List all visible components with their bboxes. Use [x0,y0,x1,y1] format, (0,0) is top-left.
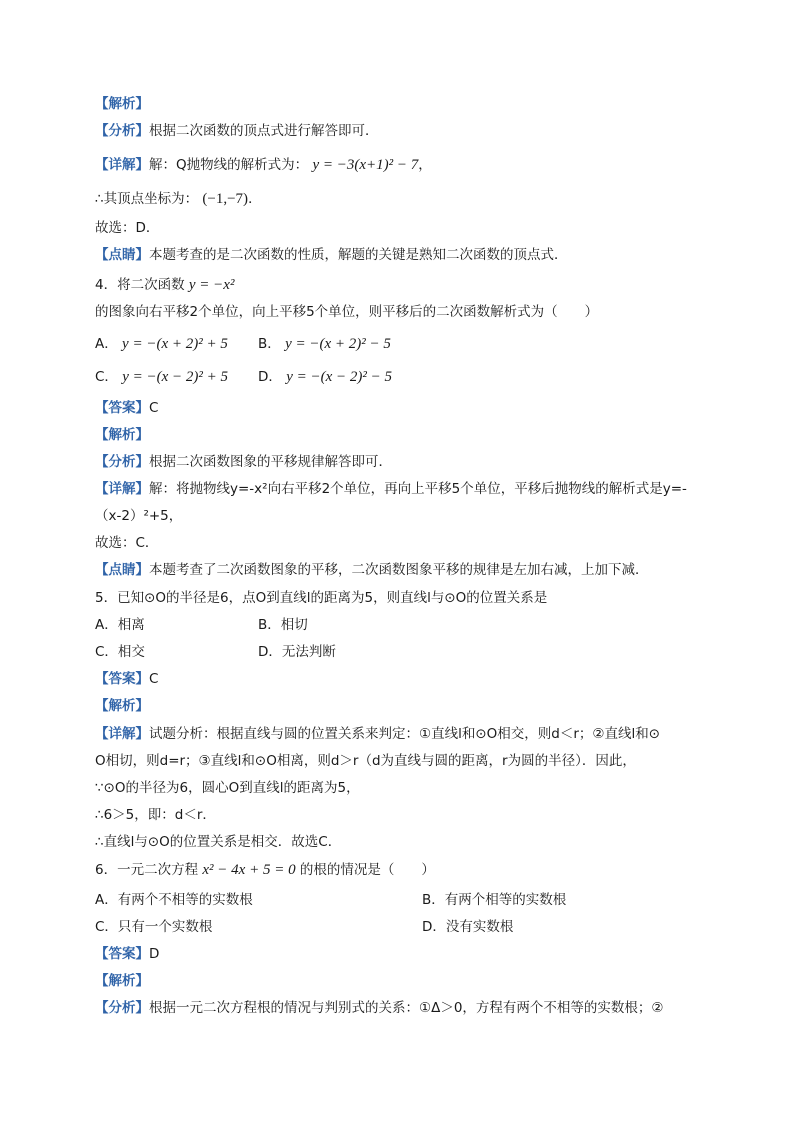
q3-dianjing-tag: 【点睛】 [95,247,149,263]
q5-xiangjie-line5: ∴直线l与⊙O的位置关系是相交．故选C． [95,834,342,850]
q3-dianjing-text: 本题考查的是二次函数的性质，解题的关键是熟知二次函数的顶点式． [149,247,568,263]
q6-stem-text-b: 的根的情况是（ ） [299,862,435,878]
q6-option-a: A．有两个不相等的实数根 [95,892,253,908]
q6-fenxi-line [95,998,664,1018]
q4-option-c-formula: y = −(x − 2)² + 5 [122,369,229,385]
q5-xiangjie-line3: ∵⊙O的半径为6，圆心O到直线l的距离为5， [95,780,360,796]
q5-option-a: A．相离 [95,617,145,633]
q4-fenxi-text: 根据二次函数图象的平移规律解答即可． [149,454,392,470]
q4-daan-tag: 【答案】 [95,400,149,416]
q5-answer-line [95,669,158,689]
q6-option-c: C．只有一个实数根 [95,919,213,935]
q6-option-b: B．有两个相等的实数根 [422,892,567,908]
q5-xiangjie-line2: O相切，则d=r；③直线l和⊙O相离，则d＞r（d为直线与圆的距离，r为圆的半径）．因此， [95,753,636,769]
q4-dianjing-text: 本题考查了二次函数图象的平移，二次函数图象平移的规律是左加右减，上加下减． [149,562,649,578]
q5-xiangjie-tag: 【详解】 [95,726,149,742]
q4-answer-line [95,398,158,418]
q6-fenxi-tag: 【分析】 [95,1000,149,1016]
q6-option-d: D．没有实数根 [422,919,514,935]
q5-option-d: D．无法判断 [258,644,336,660]
q4-xiangjie-text: 解：将抛物线y=-x²向右平移2个单位，再向上平移5个单位，平移后抛物线的解析式是y=- [149,481,687,497]
q3-answer-line: 故选：D． [95,220,160,236]
q3-dianjing-line [95,245,568,265]
q3-vertex-line [95,189,262,209]
q3-fenxi-tag: 【分析】 [95,123,149,139]
q4-xiangjie-line2: （x-2）²+5， [95,508,183,524]
q3-xiangjie-line: 【详解】解：Q抛物线的解析式为： y = −3(x+1)² − 7， [95,157,432,173]
q4-option-d-formula: y = −(x − 2)² − 5 [286,369,392,385]
q3-parabola-formula: y = −3(x+1)² − 7 [312,157,419,173]
q3-vertex-text: ∴其顶点坐标为： [95,191,199,207]
q6-jiexi-heading: 【解析】 [95,973,149,989]
q5-xiangjie-text: 试题分析：根据直线与圆的位置关系来判定：①直线l和⊙O相交，则d＜r；②直线l和⊙ [149,726,661,742]
q4-option-b [258,334,391,354]
q4-stem-formula: y = −x² [188,277,235,293]
q4-option-d-label: D． [258,369,282,385]
q6-stem-formula: x² − 4x + 5 = 0 [202,862,296,878]
q4-dianjing-tag: 【点睛】 [95,562,149,578]
q4-xiangjie-line1 [95,479,687,499]
q5-xiangjie-line1 [95,724,660,744]
q4-daan-value: C [149,400,159,416]
q5-stem: 5．已知⊙O的半径是6，点O到直线l的距离为5，则直线l与⊙O的位置关系是 [95,590,548,606]
q6-fenxi-text: 根据一元二次方程根的情况与判别式的关系：①Δ＞0，方程有两个不相等的实数根；② [149,1000,664,1016]
q5-xiangjie-line4: ∴6＞5，即：d＜r． [95,807,216,823]
q3-xiangjie-text: 解：Q抛物线的解析式为： [149,157,309,173]
q3-fenxi-line [95,121,379,141]
q4-fenxi-tag: 【分析】 [95,454,149,470]
q3-vertex-value: (−1,−7) [202,191,249,207]
q4-jiexi-heading: 【解析】 [95,427,149,443]
q4-xiangjie-tag: 【详解】 [95,481,149,497]
q5-daan-value: C [149,671,159,687]
q4-option-a [95,334,228,354]
q4-option-b-formula: y = −(x + 2)² − 5 [285,336,391,352]
q5-jiexi-heading: 【解析】 [95,698,149,714]
q4-option-a-label: A． [95,336,118,352]
q3-jiexi-heading: 【解析】 [95,96,149,112]
q5-option-c: C．相交 [95,644,145,660]
q3-fenxi-text: 根据二次函数的顶点式进行解答即可． [149,123,379,139]
q3-vertex-end: ． [248,191,262,207]
q4-option-c-label: C． [95,369,118,385]
q4-option-d [258,367,392,387]
q4-fenxi-line [95,452,392,472]
q4-option-b-label: B． [258,336,281,352]
q4-stem-text: 4．将二次函数 [95,277,185,293]
q4-option-a-formula: y = −(x + 2)² + 5 [122,336,228,352]
q6-daan-tag: 【答案】 [95,946,149,962]
q4-stem-line1 [95,275,234,295]
q4-stem-line2: 的图象向右平移2个单位，向上平移5个单位，则平移后的二次函数解析式为（ ） [95,304,599,320]
q6-answer-line [95,944,159,964]
q5-daan-tag: 【答案】 [95,671,149,687]
q6-stem-text-a: 6．一元二次方程 [95,862,199,878]
q4-dianjing-line [95,560,649,580]
q3-xiangjie-tag: 【详解】 [95,157,149,173]
q5-option-b: B．相切 [258,617,308,633]
q4-answer-select: 故选：C． [95,535,159,551]
q6-daan-value: D [149,946,160,962]
q6-stem [95,860,435,880]
q4-option-c [95,367,228,387]
